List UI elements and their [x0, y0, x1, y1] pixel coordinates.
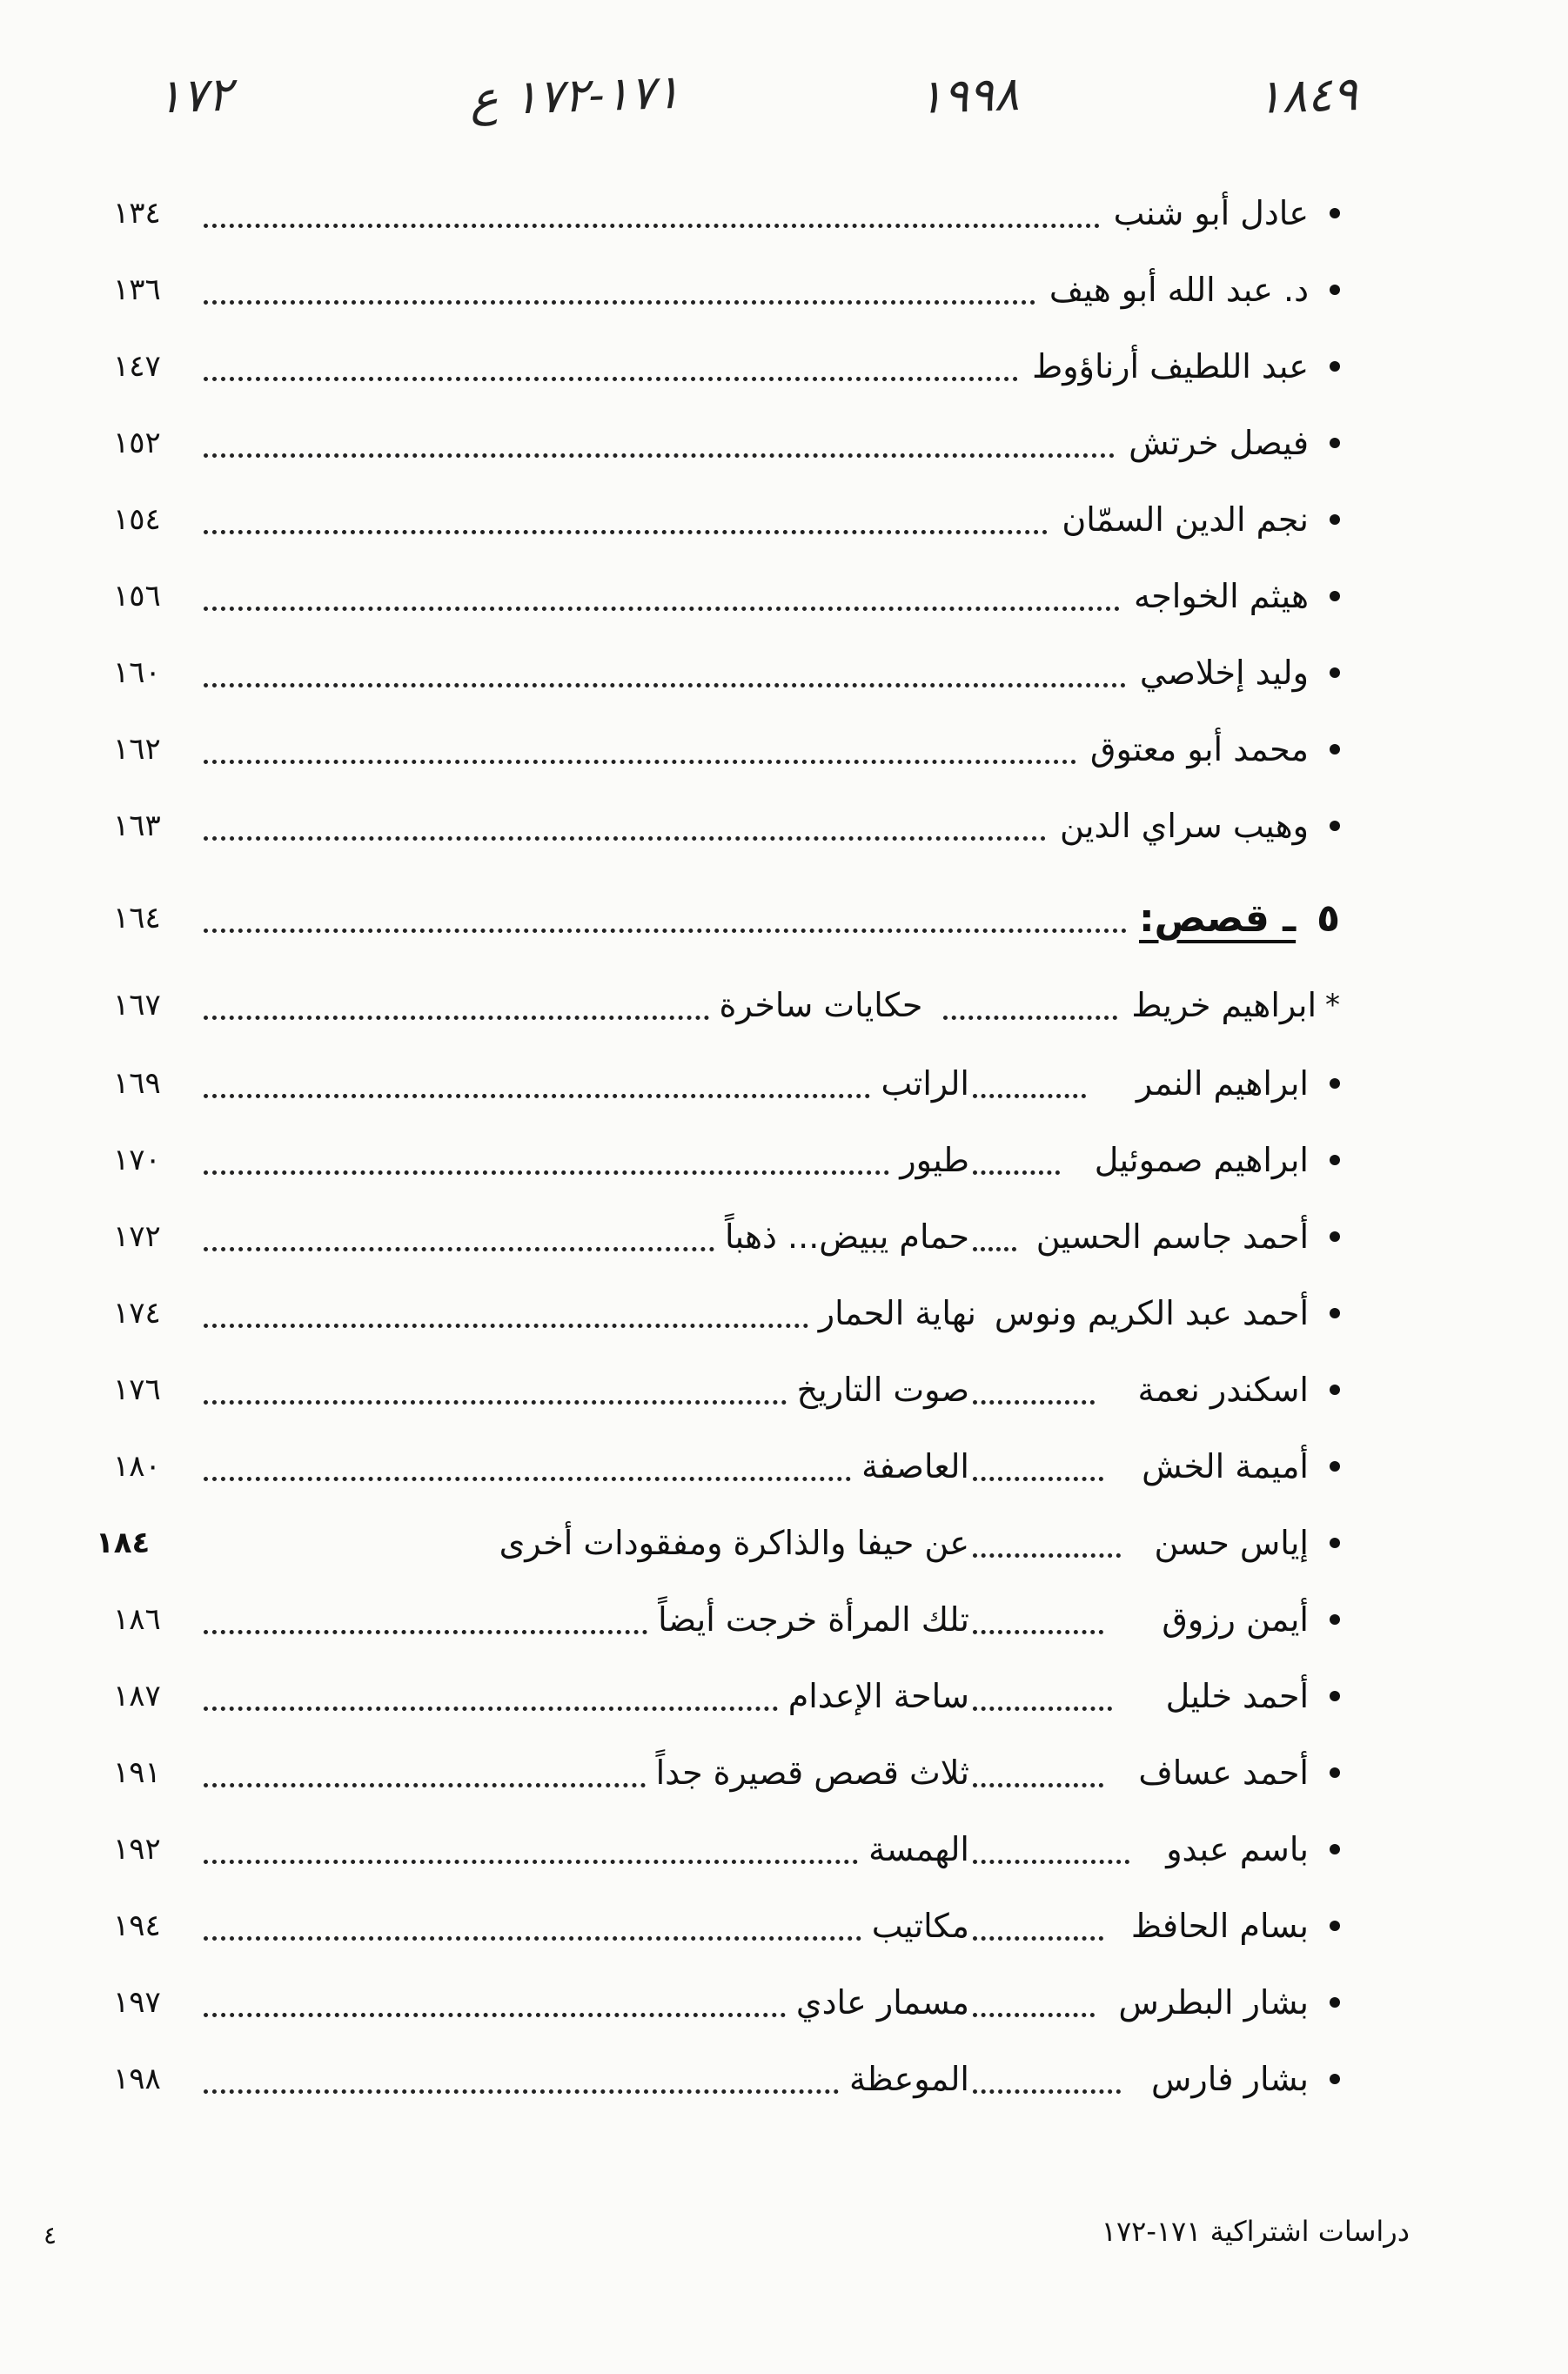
story-title: الهمسة	[868, 1830, 969, 1868]
toc-entry	[113, 719, 1340, 780]
bullet-icon	[1330, 1155, 1340, 1165]
page-number: ١٦٧	[113, 988, 161, 1023]
page-number: ١٣٦	[113, 272, 161, 307]
dot-leader	[204, 920, 1127, 933]
toc-entry	[113, 1819, 1340, 1880]
bullet-icon	[1330, 1538, 1340, 1548]
toc-entry	[113, 1436, 1340, 1497]
story-title: الموعظة	[849, 2060, 969, 2098]
dot-leader	[973, 1545, 1121, 1558]
dot-leader	[973, 1238, 1016, 1251]
dot-leader	[973, 1162, 1060, 1175]
dot-leader	[204, 368, 1018, 381]
page-number: ١٦٢	[113, 732, 161, 767]
dot-leader	[204, 2081, 839, 2094]
author-name: اسكندر نعمة	[1137, 1371, 1309, 1409]
story-title: العاصفة	[861, 1447, 969, 1485]
dot-leader	[204, 445, 1115, 458]
handwritten-note: ١٧١-١٧٢ ع	[469, 64, 681, 127]
author-name: محمد أبو معتوق	[1090, 730, 1309, 768]
story-title: ساحة الإعدام	[787, 1677, 969, 1715]
page-number: ١٤٧	[113, 349, 161, 384]
toc-entry	[113, 1053, 1340, 1114]
toc-entry	[113, 642, 1340, 703]
dot-leader	[973, 1698, 1112, 1711]
author-name: بسام الحافظ	[1130, 1907, 1309, 1945]
dot-leader	[204, 215, 1100, 228]
story-title: مكاتيب	[871, 1907, 969, 1945]
dot-leader	[973, 1774, 1103, 1787]
dot-leader	[204, 1928, 861, 1941]
author-name: أميمة الخش	[1142, 1447, 1309, 1485]
author-name: باسم عبدو	[1166, 1830, 1309, 1868]
dot-leader	[204, 1392, 787, 1405]
page-number: ١٩٤	[113, 1908, 161, 1943]
dot-leader	[973, 1468, 1103, 1481]
author-name: أحمد جاسم الحسين	[1035, 1217, 1309, 1256]
handwritten-note: ١٩٩٨	[916, 65, 1020, 125]
author-name: د. عبد الله أبو هيف	[1049, 271, 1309, 309]
bullet-icon	[1330, 1231, 1340, 1242]
dot-leader	[204, 828, 1046, 841]
author-name: أحمد عبد الكريم ونوس	[994, 1294, 1309, 1332]
page-number: ١٩٧	[113, 1985, 161, 2020]
handwritten-note: ١٨٤٩	[1255, 65, 1359, 125]
page-number: ١٧٤	[113, 1296, 161, 1331]
dot-leader	[204, 751, 1076, 764]
dot-leader	[204, 1315, 808, 1328]
story-title: الراتب	[881, 1064, 969, 1103]
toc-entry	[96, 1512, 1340, 1573]
author-name: وليد إخلاصي	[1139, 654, 1309, 692]
page-number: ١٧٢	[113, 1219, 161, 1254]
bullet-icon	[1330, 1461, 1340, 1472]
bullet-icon	[1330, 821, 1340, 831]
dot-leader	[973, 2004, 1095, 2017]
bullet-icon	[1330, 744, 1340, 754]
asterisk-icon: *	[1325, 988, 1340, 1023]
toc-entry	[113, 1359, 1340, 1420]
dot-leader	[204, 1085, 870, 1098]
bullet-icon	[1330, 1997, 1340, 2008]
toc-entry	[113, 795, 1340, 856]
bullet-icon	[1330, 1308, 1340, 1318]
author-name: ابراهيم النمر	[1136, 1064, 1309, 1103]
toc-entry	[113, 1972, 1340, 2033]
dot-leader	[204, 1007, 709, 1020]
bullet-icon	[1330, 2074, 1340, 2084]
toc-entry	[113, 1666, 1340, 1727]
author-name: أحمد خليل	[1165, 1677, 1309, 1715]
dot-leader	[204, 1621, 647, 1634]
page-number: ١٥٦	[113, 579, 161, 614]
dot-leader	[204, 598, 1120, 611]
page-number: ١٥٢	[113, 426, 161, 460]
dot-leader	[973, 1851, 1129, 1864]
page-number: ١٨٠	[113, 1449, 161, 1484]
page-number: ١٦٤	[113, 901, 161, 936]
section-heading-row	[113, 888, 1340, 949]
bullet-icon	[1330, 591, 1340, 601]
page-number: ١٦٩	[113, 1066, 161, 1101]
toc-entry	[113, 1130, 1340, 1190]
author-name: ابراهيم خريط	[1131, 986, 1317, 1024]
handwritten-annotations	[155, 64, 1359, 127]
dot-leader	[943, 1007, 1117, 1020]
handwritten-note: ١٧٢	[155, 66, 234, 124]
story-title: حمام يبيض... ذهباً	[724, 1217, 969, 1256]
toc-entry	[113, 489, 1340, 550]
story-title: مسمار عادي	[795, 1983, 969, 2022]
dot-leader	[204, 292, 1035, 305]
author-name: فيصل خرتش	[1129, 424, 1309, 462]
dot-leader	[204, 1238, 714, 1251]
toc-entry	[113, 2049, 1340, 2109]
story-title: نهاية الحمار	[818, 1294, 976, 1332]
journal-footer: دراسات اشتراكية ١٧١-١٧٢	[1101, 2215, 1410, 2248]
dot-leader	[204, 1698, 778, 1711]
toc-entry	[113, 566, 1340, 627]
page-number: ١٨٧	[113, 1679, 161, 1713]
page-number-footer: ٤	[44, 2221, 57, 2250]
author-name: بشار فارس	[1151, 2060, 1309, 2098]
dot-leader	[204, 1851, 858, 1864]
author-name: ابراهيم صموئيل	[1094, 1141, 1309, 1179]
dot-leader	[973, 1928, 1103, 1941]
bullet-icon	[1330, 667, 1340, 678]
author-name: هيثم الخواجه	[1133, 577, 1309, 615]
page-number: ١٦٠	[113, 655, 161, 690]
story-title: ثلاث قصص قصيرة جداً	[655, 1754, 969, 1792]
bullet-icon	[1330, 1385, 1340, 1395]
author-name: بشار البطرس	[1118, 1983, 1309, 2022]
page-number: ١٩٢	[113, 1832, 161, 1867]
author-name: عادل أبو شنب	[1113, 194, 1309, 232]
page-number: ١٧٠	[113, 1143, 161, 1177]
dot-leader	[204, 674, 1126, 687]
story-title: طيور	[900, 1141, 969, 1179]
author-name: إياس حسن	[1154, 1524, 1309, 1562]
toc-entry	[113, 1895, 1340, 1956]
page-number: ١٧٦	[113, 1372, 161, 1407]
bullet-icon	[1330, 514, 1340, 525]
page-number: ١٨٤	[96, 1526, 151, 1560]
author-name: وهيب سراي الدين	[1059, 807, 1309, 845]
toc-entry	[113, 412, 1340, 473]
dot-leader	[204, 1774, 646, 1787]
dot-leader	[204, 1468, 851, 1481]
toc-entry	[113, 259, 1340, 320]
dot-leader	[973, 1085, 1086, 1098]
page-number: ١٥٤	[113, 502, 161, 537]
page-number: ١٩٨	[113, 2062, 161, 2096]
toc-entry	[113, 336, 1340, 397]
story-title: تلك المرأة خرجت أيضاً	[658, 1600, 969, 1639]
toc-entry	[113, 1589, 1340, 1650]
toc-entry	[113, 183, 1340, 244]
story-title: صوت التاريخ	[796, 1371, 969, 1409]
dot-leader	[973, 1621, 1103, 1634]
dot-leader	[204, 521, 1048, 534]
story-title: عن حيفا والذاكرة ومفقودات أخرى	[499, 1524, 969, 1562]
story-title: حكايات ساخرة	[719, 986, 923, 1024]
bullet-icon	[1330, 208, 1340, 218]
dot-leader	[204, 2004, 786, 2017]
bullet-icon	[1330, 1921, 1340, 1931]
dot-leader	[973, 1392, 1095, 1405]
page-number: ١٣٤	[113, 196, 161, 231]
toc-entry	[113, 975, 1340, 1036]
section-number: ٥	[1317, 895, 1340, 941]
bullet-icon	[1330, 1078, 1340, 1089]
author-name: أيمن رزوق	[1162, 1600, 1309, 1639]
bullet-icon	[1330, 1691, 1340, 1701]
author-name: عبد اللطيف أرناؤوط	[1032, 347, 1309, 386]
dot-leader	[204, 1162, 889, 1175]
bullet-icon	[1330, 438, 1340, 448]
page-number: ١٩١	[113, 1755, 161, 1790]
toc-entry	[113, 1206, 1340, 1267]
page-number: ١٨٦	[113, 1602, 161, 1637]
dot-leader	[973, 2081, 1121, 2094]
section-title: ـ قصص:	[1138, 895, 1297, 941]
bullet-icon	[1330, 361, 1340, 372]
page-number: ١٦٣	[113, 808, 161, 843]
toc-entry	[113, 1283, 1340, 1344]
bullet-icon	[1330, 1767, 1340, 1778]
bullet-icon	[1330, 1844, 1340, 1854]
bullet-icon	[1330, 1614, 1340, 1625]
author-name: أحمد عساف	[1138, 1754, 1309, 1792]
author-name: نجم الدين السمّان	[1062, 500, 1309, 539]
bullet-icon	[1330, 285, 1340, 295]
toc-entry	[113, 1742, 1340, 1803]
